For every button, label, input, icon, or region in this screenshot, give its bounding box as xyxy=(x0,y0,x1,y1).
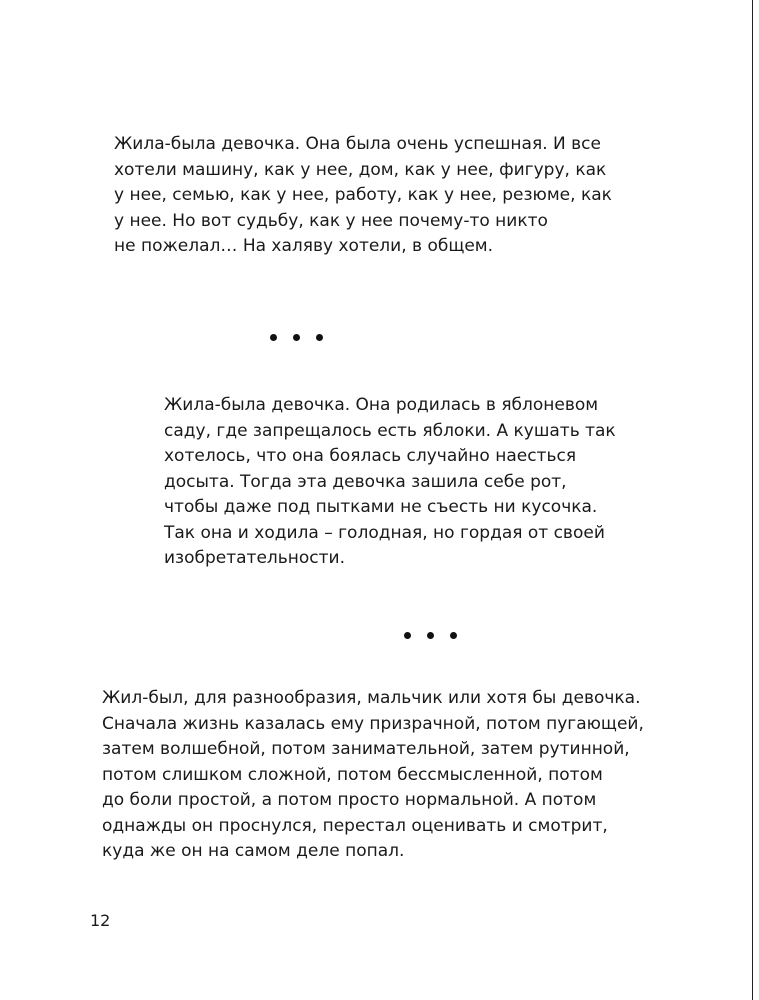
section-separator-dots xyxy=(404,632,457,639)
paragraph-line: куда же он на самом деле попал. xyxy=(102,841,405,861)
section-separator-dots xyxy=(270,334,323,341)
paragraph-line: затем волшебной, потом занимательной, затем рутинной, xyxy=(102,739,630,759)
paragraph-line: Жила-была девочка. Она родилась в яблоневом xyxy=(164,395,599,415)
paragraph-line: хотели машину, как у нее, дом, как у нее, фигуру, как xyxy=(114,159,607,180)
paragraph-line: Так она и ходила – голодная, но гордая от своей xyxy=(164,522,605,543)
paragraph-line: Жил-был, для разнообразия, мальчик или хотя бы девочка. xyxy=(102,688,641,708)
separator-dot xyxy=(404,632,411,639)
separator-dot xyxy=(427,632,434,639)
separator-dot xyxy=(293,334,300,341)
paragraph-line: у нее. Но вот судьбу, как у нее почему-то никто xyxy=(114,210,548,231)
paragraph-line: до боли простой, а потом просто нормальной. А потом xyxy=(102,790,597,810)
paragraph-line: чтобы даже под пытками не съесть ни кусочка. xyxy=(164,497,598,517)
page-number: 12 xyxy=(90,911,111,930)
paragraph-line: Жила-была девочка. Она была очень успешная. И все xyxy=(114,134,601,154)
story-paragraph-3 xyxy=(102,686,644,865)
separator-dot xyxy=(450,632,457,639)
story-paragraph-2 xyxy=(164,393,616,572)
page-edge-line xyxy=(752,0,753,1000)
paragraph-line: у нее, семью, как у нее, работу, как у нее, резюме, как xyxy=(114,185,612,205)
paragraph-line: однажды он проснулся, перестал оценивать и смотрит, xyxy=(102,815,608,836)
story-paragraph-1 xyxy=(114,132,612,260)
paragraph-line: Сначала жизнь казалась ему призрачной, потом пугающей, xyxy=(102,713,644,734)
paragraph-line: досыта. Тогда эта девочка зашила себе рот, xyxy=(164,471,567,492)
separator-dot xyxy=(270,334,277,341)
separator-dot xyxy=(316,334,323,341)
paragraph-line: хотелось, что она боялась случайно наесться xyxy=(164,446,577,466)
paragraph-line: не пожелал… На халяву хотели, в общем. xyxy=(114,236,494,256)
paragraph-line: потом слишком сложной, потом бессмысленной, потом xyxy=(102,764,603,785)
paragraph-line: изобретательности. xyxy=(164,548,346,568)
paragraph-line: саду, где запрещалось есть яблоки. А кушать так xyxy=(164,420,616,441)
